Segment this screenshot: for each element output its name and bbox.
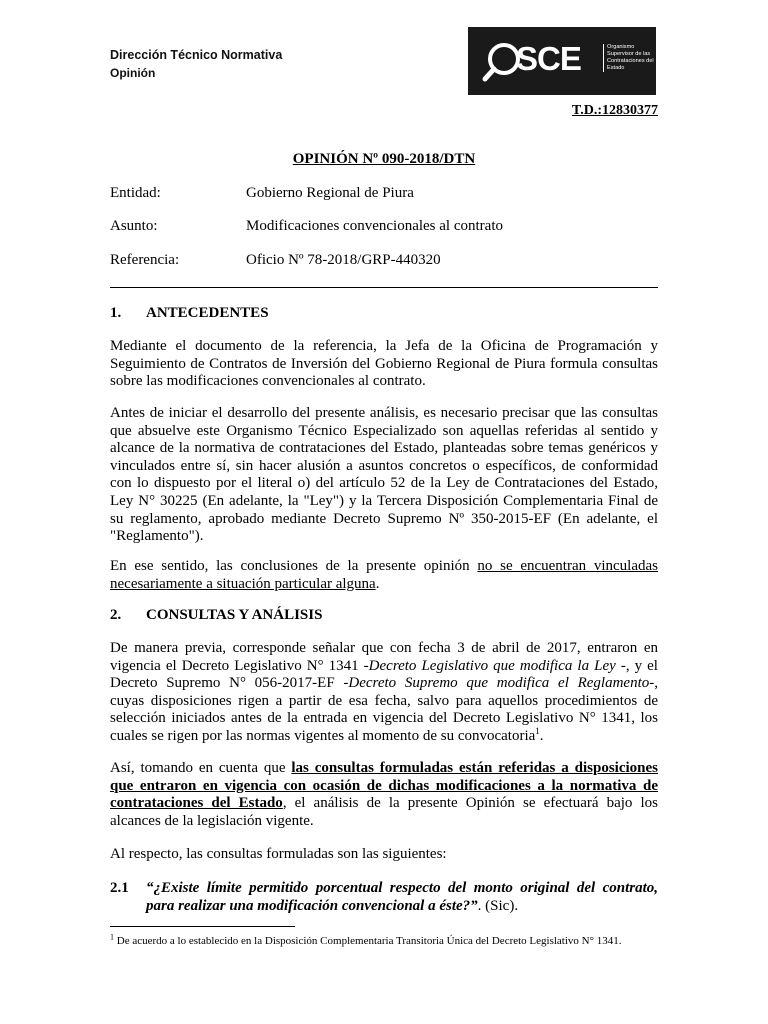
text-line: alcances de la legislación vigente. <box>110 812 314 829</box>
bold-underlined-text: que entraron en vigencia con ocasión de dichas modificaciones a la normativa de <box>110 777 658 794</box>
footnote-text: De acuerdo a lo establecido en la Disposición Complementaria Transitoria Única del Decreto Legislativo N° 1341. <box>116 935 622 947</box>
paragraph-antecedentes-1 <box>110 338 658 391</box>
text-run: -, y el <box>615 657 658 674</box>
meta-label-entidad: Entidad: <box>110 185 161 201</box>
text-line: que absuelve este Organismo Técnico Especializado son aquellas referidas al sentido y <box>110 422 658 439</box>
question-text <box>146 880 658 915</box>
text-line: selección iniciados antes de la entrada en vigencia del Decreto Legislativo N° 1341, los <box>110 710 658 727</box>
paragraph-antecedentes-2 <box>110 405 658 546</box>
text-line: cuyas disposiciones rigen a partir de esa fecha, salvo para aquellos procedimientos de <box>110 692 658 709</box>
footnote <box>110 934 622 948</box>
text-run: cuales se rigen por las normas vigentes al momento de su convocatoria <box>110 727 536 744</box>
osce-logo <box>468 27 656 95</box>
text-run: Decreto Supremo N° 056-2017-EF - <box>110 675 349 692</box>
meta-value-referencia: Oficio Nº 78-2018/GRP-440320 <box>246 252 441 268</box>
text-line: su reglamento, aprobado mediante Decreto Supremo Nº 350-2015-EF (En adelante, el <box>110 510 658 527</box>
text-line: Seguimiento de Contratos de Inversión del Gobierno Regional de Piura formula consultas <box>110 355 658 372</box>
italic-text: Decreto Supremo que modifica el Reglamento- <box>348 675 655 692</box>
text-line: De manera previa, corresponde señalar que con fecha 3 de abril de 2017, entraron en <box>110 640 658 656</box>
text-run: . <box>375 575 380 592</box>
meta-label-asunto: Asunto: <box>110 218 158 234</box>
footnote-ref[interactable]: 1 <box>535 725 540 736</box>
text-run: . (Sic). <box>477 897 519 914</box>
header-department: Dirección Técnico Normativa <box>110 48 283 62</box>
paragraph-antecedentes-3 <box>110 558 658 593</box>
meta-label-referencia: Referencia: <box>110 252 180 268</box>
logo-subtext: Organismo Supervisor de las Contrataciones del Estado <box>603 44 657 72</box>
header-doc-type: Opinión <box>110 66 156 80</box>
text-line: Al respecto, las consultas formuladas son las siguientes: <box>110 846 447 862</box>
section-2-number: 2. <box>110 607 122 623</box>
underlined-text: necesariamente a situación particular alguna <box>110 575 376 592</box>
text-line: Mediante el documento de la referencia, la Jefa de la Oficina de Programación y <box>110 338 658 354</box>
italic-text: Decreto Legislativo que modifica la Ley <box>368 657 616 674</box>
section-1-number: 1. <box>110 305 122 321</box>
footnote-number: 1 <box>110 932 114 942</box>
question-number: 2.1 <box>110 880 129 896</box>
meta-value-asunto: Modificaciones convencionales al contrato <box>246 218 503 234</box>
opinion-title: OPINIÓN Nº 090-2018/DTN <box>292 151 476 167</box>
text-run: vigencia el Decreto Legislativo N° 1341 - <box>110 657 369 674</box>
underlined-text: no se encuentran vinculadas <box>477 558 658 574</box>
paragraph-consultas-1 <box>110 640 658 746</box>
text-line: vinculados entre sí, sin hacer alusión a asuntos concretos o específicos, de conformidad <box>110 457 658 474</box>
text-line: sobre las modificaciones convencionales al contrato. <box>110 373 426 390</box>
section-1-title: ANTECEDENTES <box>146 305 269 321</box>
text-line: "Reglamento"). <box>110 528 204 545</box>
header-divider <box>110 287 658 288</box>
text-line: alcance de la normativa de contrataciones del Estado, planteadas sobre temas genéricos y <box>110 440 658 457</box>
text-line: Antes de iniciar el desarrollo del presente análisis, es necesario precisar que las consultas <box>110 405 658 421</box>
footnote-divider <box>110 926 295 927</box>
logo-text: SCE <box>516 40 581 77</box>
bold-underlined-text: contrataciones del Estado <box>110 795 283 812</box>
paragraph-consultas-2 <box>110 760 658 830</box>
text-line: “¿Existe límite permitido porcentual respecto del monto original del contrato, <box>146 880 658 896</box>
bold-italic-text: para realizar una modificación convencional a éste?” <box>146 897 478 914</box>
bold-underlined-text: las consultas formuladas están referidas a disposiciones <box>291 760 658 776</box>
section-2-title: CONSULTAS Y ANÁLISIS <box>146 607 323 623</box>
text-run: En ese sentido, las conclusiones de la presente opinión <box>110 558 478 574</box>
text-run: . <box>539 727 544 744</box>
text-run: , <box>654 675 658 692</box>
text-run: , el análisis de la presente Opinión se efectuará bajo los <box>282 795 658 812</box>
meta-value-entidad: Gobierno Regional de Piura <box>246 185 414 201</box>
paragraph-consultas-3 <box>110 846 658 864</box>
text-line: Ley N° 30225 (En adelante, la "Ley") y la Tercera Disposición Complementaria Final de <box>110 492 658 509</box>
text-line: con lo dispuesto por el literal o) del artículo 52 de la Ley de Contrataciones del Estado, <box>110 475 658 492</box>
text-run: Así, tomando en cuenta que <box>110 760 292 776</box>
td-number: T.D.:12830377 <box>571 103 658 118</box>
